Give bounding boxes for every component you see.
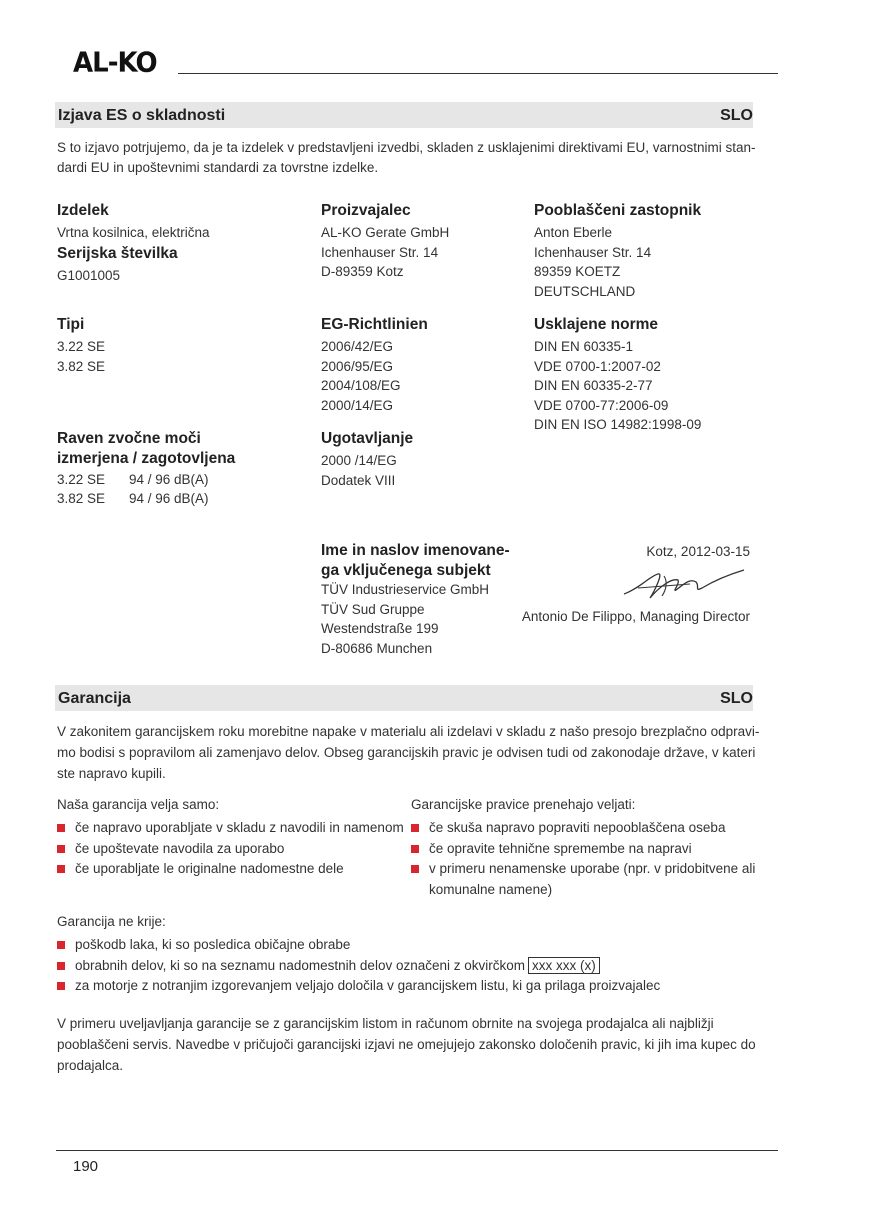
- notified-body-address: TÜV Industrieservice GmbH TÜV Sud Gruppe Westendstraße 199 D-80686 Munchen: [321, 582, 490, 656]
- warranty-void-heading: Garancijske pravice prenehajo veljati:: [411, 797, 636, 812]
- declaration-title: Izjava ES o skladnosti: [58, 107, 226, 124]
- list-item: če napravo uporabljate v skladu z navodili in namenom: [55, 818, 405, 839]
- sound-value: 94 / 96 dB(A): [129, 472, 209, 487]
- list-item: obrabnih delov, ki so na seznamu nadomestnih delov označeni z okvirčkom xxx xxx (x): [55, 956, 775, 977]
- part-number-box: xxx xxx (x): [528, 957, 600, 974]
- warranty-excluded-heading: Garancija ne krije:: [57, 914, 166, 929]
- alko-logo: AL-KO: [73, 47, 157, 79]
- signatory: Antonio De Filippo, Managing Director: [521, 609, 750, 624]
- warranty-intro: V zakonitem garancijskem roku morebitne napake v materialu ali izdelavi v skladu z našo presojo brezplačno odpravi- mo bodisi s popravilom ali zamenjavo delov. Obseg garancijskih pravic je odvisen tudi od zakonodaje države, v kateri ste napravo kupili.: [57, 724, 760, 781]
- declaration-intro: S to izjavo potrjujemo, da je ta izdelek v predstavljeni izvedbi, skladen z usklajenimi direktivami EU, varnostnimi stan- dardi EU in upoštevnimi standardi za tovrstne izdelke.: [57, 140, 756, 175]
- warranty-title-bar: [55, 685, 753, 711]
- product-value: Vrtna kosilnica, električna: [57, 225, 210, 240]
- list-item: poškodb laka, ki so posledica običajne obrabe: [55, 935, 775, 956]
- signature-image: [620, 566, 750, 604]
- representative-address: Anton Eberle Ichenhauser Str. 14 89359 KOETZ DEUTSCHLAND: [534, 225, 652, 299]
- sound-value: 94 / 96 dB(A): [129, 491, 209, 506]
- sound-heading: Raven zvočne moči izmerjena / zagotovljena: [57, 430, 236, 467]
- warranty-excluded-list: [55, 935, 775, 997]
- list-item: v primeru nenamenske uporabe (npr. v pridobitvene ali komunalne namene): [409, 859, 759, 900]
- assessment-heading: Ugotavljanje: [321, 430, 414, 447]
- product-heading: Izdelek: [57, 202, 109, 219]
- warranty-valid-heading: Naša garancija velja samo:: [57, 797, 220, 812]
- serial-value: G1001005: [57, 268, 121, 283]
- types-heading: Tipi: [57, 316, 85, 333]
- notified-body-heading: Ime in naslov imenovane- ga vključenega subjekt: [321, 542, 510, 579]
- list-item: za motorje z notranjim izgorevanjem veljajo določila v garancijskem listu, ki ga prilaga proizvajalec: [55, 976, 775, 997]
- manufacturer-heading: Proizvajalec: [321, 202, 411, 219]
- norms-heading: Usklajene norme: [534, 316, 659, 333]
- warranty-void-list: [409, 818, 759, 900]
- manufacturer-address: AL-KO Gerate GmbH Ichenhauser Str. 14 D-89359 Kotz: [321, 225, 450, 279]
- representative-heading: Pooblaščeni zastopnik: [534, 202, 702, 219]
- directives-list: 2006/42/EG 2006/95/EG 2004/108/EG 2000/14/EG: [321, 339, 401, 413]
- declaration-lang-code: SLO: [720, 107, 753, 124]
- warranty-closing: V primeru uveljavljanja garancije se z garancijskim listom in računom obrnite na svojega prodajalca ali najbližji pooblaščeni servis. Navedbe v pričujoči garancijski izjavi ne omejujejo zakonsko določenih pravic, ki jih ima kupec do prodajalca.: [57, 1016, 756, 1073]
- norms-list: DIN EN 60335-1 VDE 0700-1:2007-02 DIN EN 60335-2-77 VDE 0700-77:2006-09 DIN EN ISO 14982:1998-09: [534, 339, 702, 432]
- list-item: če upoštevate navodila za uporabo: [55, 839, 405, 860]
- warranty-lang-code: SLO: [720, 690, 753, 707]
- footer-rule: [56, 1150, 778, 1151]
- list-item: če skuša napravo popraviti nepooblaščena oseba: [409, 818, 759, 839]
- sound-row: 3.22 SE: [57, 472, 106, 487]
- header-rule: [178, 73, 778, 74]
- place-date: Kotz, 2012-03-15: [646, 544, 750, 559]
- directives-heading: EG-Richtlinien: [321, 316, 428, 333]
- list-item: če opravite tehnične spremembe na napravi: [409, 839, 759, 860]
- assessment-list: 2000 /14/EG Dodatek VIII: [321, 453, 397, 488]
- warranty-title: Garancija: [58, 690, 131, 707]
- sound-row: 3.82 SE: [57, 491, 106, 506]
- types-list: 3.22 SE 3.82 SE: [57, 339, 106, 374]
- list-item: če uporabljate le originalne nadomestne dele: [55, 859, 405, 880]
- page-number: 190: [73, 1158, 99, 1175]
- serial-heading: Serijska številka: [57, 245, 178, 262]
- warranty-valid-list: [55, 818, 405, 880]
